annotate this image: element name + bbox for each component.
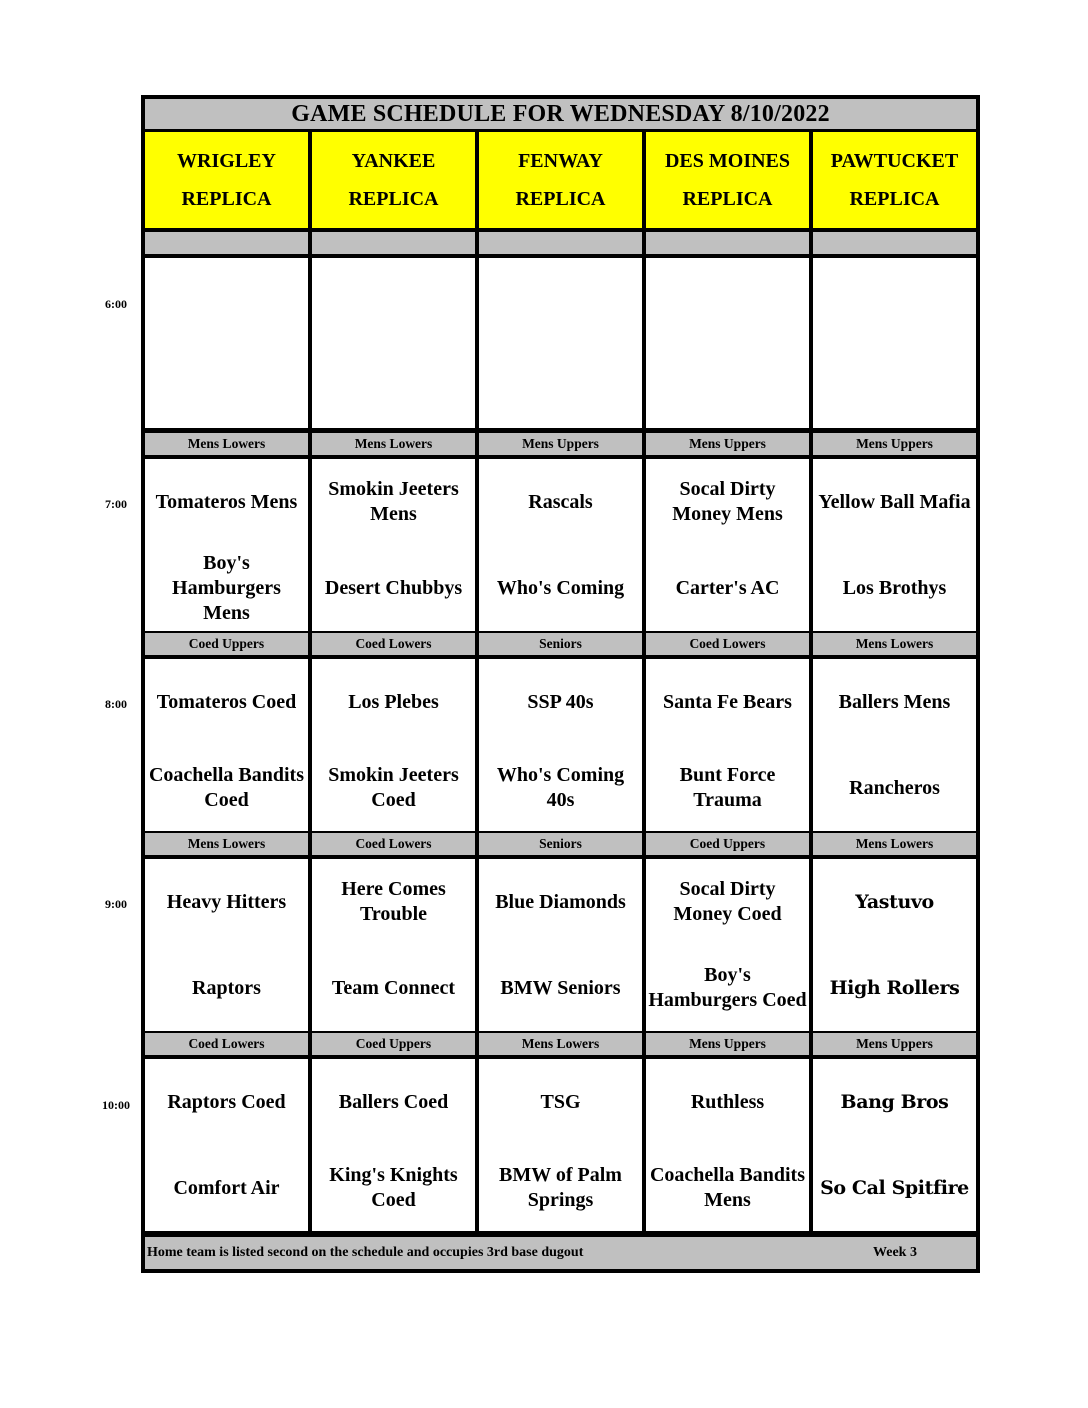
home-team [145,343,308,428]
game-cell [813,1059,976,1231]
home-team: Los Brothys [842,576,947,599]
division-label: Coed Lowers [145,1033,308,1055]
away-team: Socal Dirty Money Mens [672,478,783,525]
field-header [813,132,976,228]
division-label: Coed Lowers [312,633,475,655]
division-label [145,232,308,254]
home-team: Raptors [192,976,261,999]
home-team: Who's Coming [496,576,625,599]
division-label: Mens Lowers [479,1033,642,1055]
home-team: BMW Seniors [500,976,621,999]
home-team: King's Knights Coed [329,1164,458,1211]
home-team: Boy's Hamburgers Mens [172,551,281,624]
game-cell [646,659,809,831]
home-team [479,343,642,428]
home-team: Boy's Hamburgers Coed [648,964,807,1011]
game-cell [646,1059,809,1231]
division-label [813,232,976,254]
away-team: Smokin Jeeters Mens [328,478,459,525]
division-label: Mens Lowers [813,633,976,655]
home-team [813,343,976,428]
game-cell [312,1059,475,1231]
away-team [813,258,976,343]
game-cell [145,859,308,1031]
schedule-footer [145,1237,976,1269]
division-label: Mens Uppers [813,433,976,455]
division-label [479,232,642,254]
field-name: PAWTUCKET [830,150,959,172]
away-team: Ballers Mens [838,690,951,713]
field-name: DES MOINES [664,150,791,172]
away-team [312,258,475,343]
division-label: Mens Lowers [145,833,308,855]
home-team-note: Home team is listed second on the schedule and occupies 3rd base dugout [147,1245,584,1260]
game-cell [813,859,976,1031]
field-header [145,132,308,228]
home-team: Coachella Bandits Coed [148,764,305,811]
division-label: Seniors [479,833,642,855]
field-header [312,132,475,228]
game-cell [646,258,809,428]
field-name: FENWAY [518,150,603,172]
away-team: Ruthless [690,1090,765,1113]
time-label: 6:00 [105,297,127,311]
game-cell [479,1059,642,1231]
home-team: Team Connect [331,976,456,999]
away-team: Blue Diamonds [495,890,626,913]
division-label: Mens Uppers [646,1033,809,1055]
home-team: Carter's AC [675,576,780,599]
away-team [479,258,642,343]
game-cell [312,459,475,631]
game-cell [646,859,809,1031]
division-label: Mens Lowers [312,433,475,455]
division-label: Coed Uppers [646,833,809,855]
division-label: Mens Lowers [813,833,976,855]
away-team: Bang Bros [840,1090,949,1113]
time-label: 9:00 [105,897,127,911]
division-label: Coed Lowers [646,633,809,655]
away-team: Tomateros Mens [155,490,298,513]
game-cell [646,459,809,631]
away-team: Yellow Ball Mafia [818,490,971,513]
game-cell [145,459,308,631]
home-team: Bunt Force Trauma [679,764,776,811]
division-label: Seniors [479,633,642,655]
division-label: Coed Lowers [312,833,475,855]
field-header [479,132,642,228]
time-label: 7:00 [105,497,127,511]
game-cell [813,258,976,428]
home-team: Desert Chubbys [324,576,463,599]
schedule-title: GAME SCHEDULE FOR WEDNESDAY 8/10/2022 [145,99,976,129]
field-header [646,132,809,228]
game-cell [813,459,976,631]
away-team: Raptors Coed [167,1090,286,1113]
division-label: Coed Uppers [145,633,308,655]
field-subtitle: REPLICA [515,188,606,210]
division-label [312,232,475,254]
game-cell [479,859,642,1031]
field-name: WRIGLEY [177,150,276,172]
field-subtitle: REPLICA [181,188,272,210]
game-cell [145,258,308,428]
week-label: Week 3 [873,1245,917,1260]
game-cell [813,659,976,831]
game-cell [312,258,475,428]
home-team: So Cal Spitfire [820,1176,969,1199]
home-team: High Rollers [829,976,960,999]
game-cell [312,859,475,1031]
division-label [646,232,809,254]
field-subtitle: REPLICA [849,188,940,210]
home-team: Coachella Bandits Mens [649,1164,806,1211]
away-team [646,258,809,343]
division-label: Mens Uppers [646,433,809,455]
division-label: Coed Uppers [312,1033,475,1055]
time-label: 8:00 [105,697,127,711]
game-cell [312,659,475,831]
field-name: YANKEE [351,150,436,172]
home-team: Who's Coming 40s [496,764,625,811]
home-team: Comfort Air [173,1176,280,1199]
away-team: TSG [540,1090,581,1113]
division-label: Mens Uppers [479,433,642,455]
division-label: Mens Uppers [813,1033,976,1055]
away-team: Rascals [528,490,593,513]
game-cell [479,258,642,428]
home-team: Rancheros [849,776,940,799]
away-team: Heavy Hitters [166,890,287,913]
home-team: BMW of Palm Springs [499,1164,622,1211]
time-label: 10:00 [102,1098,130,1112]
game-cell [479,659,642,831]
field-subtitle: REPLICA [682,188,773,210]
away-team [145,258,308,343]
division-label: Mens Lowers [145,433,308,455]
field-subtitle: REPLICA [348,188,439,210]
home-team [646,343,809,428]
away-team: Los Plebes [348,690,439,713]
away-team: Socal Dirty Money Coed [673,878,782,925]
away-team: Here Comes Trouble [341,878,446,925]
away-team: Santa Fe Bears [663,690,792,713]
schedule-table [141,95,980,1273]
away-team: Tomateros Coed [156,690,297,713]
game-cell [479,459,642,631]
away-team: SSP 40s [527,690,594,713]
game-cell [145,1059,308,1231]
home-team: Smokin Jeeters Coed [328,764,459,811]
away-team: Yastuvo [855,890,934,913]
home-team [312,343,475,428]
game-cell [145,659,308,831]
away-team: Ballers Coed [338,1090,449,1113]
